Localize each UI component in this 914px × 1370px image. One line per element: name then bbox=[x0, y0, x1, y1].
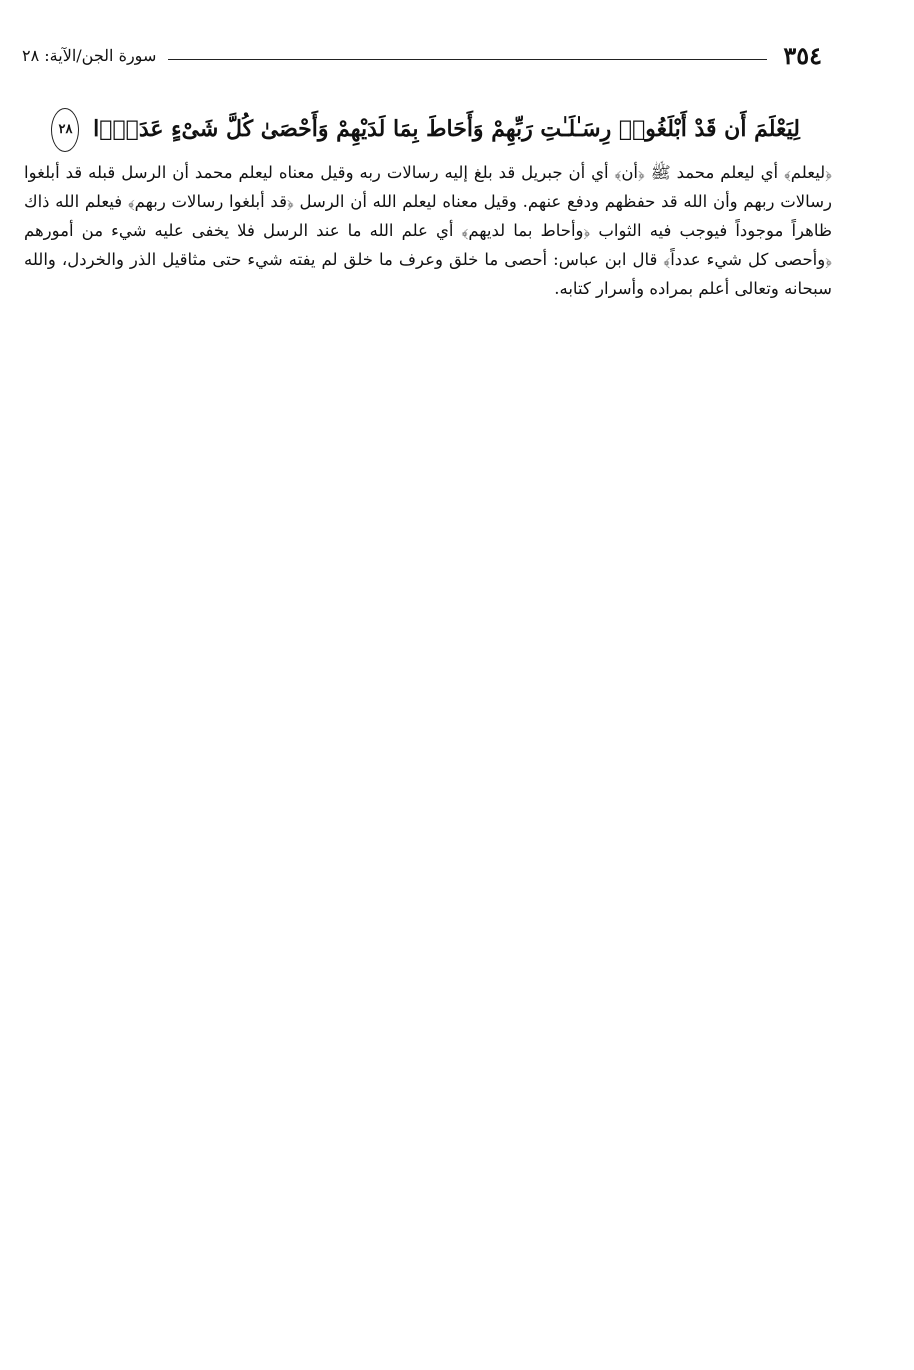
header-rule bbox=[168, 59, 767, 60]
verse-number-marker: ٢٨ bbox=[51, 108, 79, 152]
quran-verse bbox=[58, 108, 800, 152]
page-header bbox=[22, 40, 822, 70]
verse-text: لِيَعْلَمَ أَن قَدْ أَبْلَغُوا۟ رِسَـٰلَـٰتِ رَبِّهِمْ وَأَحَاطَ بِمَا لَدَيْهِمْ وَأَحْصَىٰ كُلَّ شَىْءٍ عَدَدًۢا bbox=[93, 116, 800, 142]
surah-reference: سورة الجن/الآية: ٢٨ bbox=[22, 45, 157, 65]
page-number: ٣٥٤ bbox=[783, 40, 822, 70]
commentary-paragraph: ﴿ليعلم﴾ أي ليعلم محمد ﷺ ﴿أن﴾ أي أن جبريل قد بلغ إليه رسالات ربه وقيل معناه ليعلم محمد أن الرسل قبله قد أبلغوا رسالات ربهم وأن الله قد حفظهم ودفع عنهم. وقيل معناه ليعلم الله أن الرسل ﴿قد أبلغوا رسالات ربهم﴾ فيعلم الله ذاك ظاهراً موجوداً فيوجب فيه الثواب ﴿وأحاط بما لديهم﴾ أي علم الله ما عند الرسل فلا يخفى عليه شيء من أمورهم ﴿وأحصى كل شيء عدداً﴾ قال ابن عباس: أحصى ما خلق وعرف ما خلق لم يفته شيء حتى مثاقيل الذر والخردل، والله سبحانه وتعالى أعلم بمراده وأسرار كتابه. bbox=[24, 163, 832, 298]
commentary-block bbox=[24, 158, 832, 303]
